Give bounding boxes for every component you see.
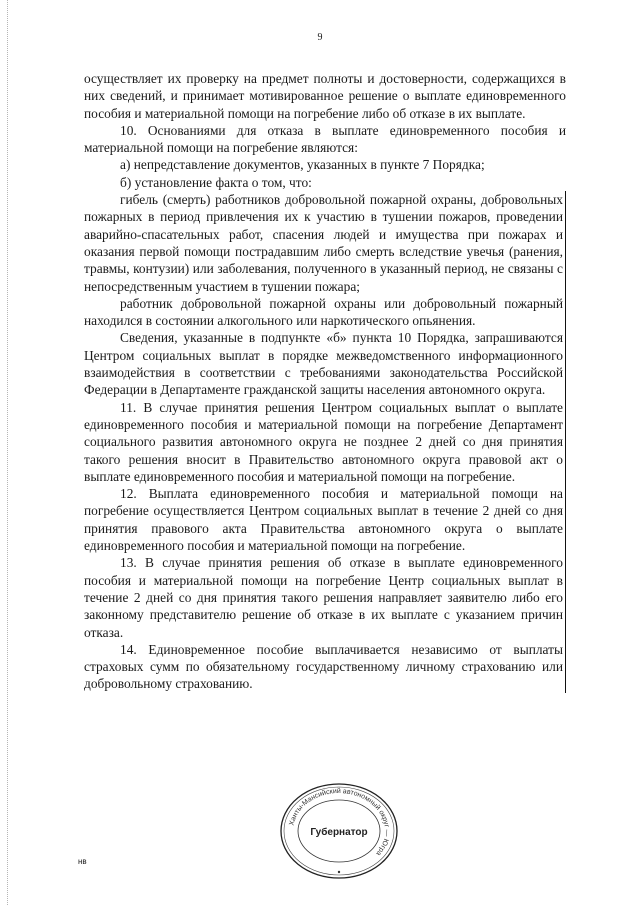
paragraph-10-b-1: гибель (смерть) работников добровольной пожарной охраны, добровольных пожарных в период привлечения их к участию в тушении пожаров, проведении аварийно-спасательных работ, спасения людей и имущества при пожарах и оказания первой помощи пострадавшим либо смерть вследствие увечья (ранения, травмы, контузии) или заболевания, полученного в указанный период, не связаны с непосредственным участием в тушении пожара; (84, 191, 566, 295)
paragraph-12: 12. Выплата единовременного пособия и материальной помощи на погребение осуществляется Центром социальных выплат в течение 2 дней со дня принятия правового акта Правительства автономного округа о выплате единовременного пособия и материальной помощи на погребение. (84, 485, 566, 554)
paragraph-1-continuation: осуществляет их проверку на предмет полноты и достоверности, содержащихся в них сведений, и принимает мотивированное решение о выплате единовременного пособия и материальной помощи на погребение либо об отказе в их выплате. (84, 71, 566, 121)
paragraph-11: 11. В случае принятия решения Центром социальных выплат о выплате единовременного пособия и материальной помощи на погребение Департамент социального развития автономного округа не позднее 2 дней со дня принятия такого решения вносит в Правительство автономного округа правовой акт о выплате единовременного пособия и материальной помощи на погребение. (84, 399, 566, 485)
page-number: 9 (317, 32, 323, 43)
paragraph-10-b-2: работник добровольной пожарной охраны или добровольный пожарный находился в состоянии алкогольного или наркотического опьянения. (84, 295, 566, 330)
stamp-center-text: Губернатор (310, 827, 368, 838)
footer-mark: нв (78, 857, 87, 866)
governor-stamp (277, 783, 401, 879)
scan-edge-line (7, 0, 8, 905)
paragraph-14: 14. Единовременное пособие выплачивается независимо от выплаты страховых сумм по обязательному государственному личному страхованию или добровольному страхованию. (84, 641, 566, 693)
paragraph-10: 10. Основаниями для отказа в выплате единовременного пособия и материальной помощи на погребение являются: (84, 122, 566, 156)
stamp-ring-text: Ханты-Мансийский автономный округ — Югра (288, 787, 391, 857)
stamp-seal-icon (277, 783, 401, 879)
paragraph-13: 13. В случае принятия решения об отказе в выплате единовременного пособия и материальной помощи на погребение Центр социальных выплат в течение 2 дней со дня принятия такого решения направляет заявителю либо его законному представителю решение об отказе в их выплате с указанием причин отказа. (84, 554, 566, 640)
document-body (84, 70, 566, 693)
paragraph-10-a: а) непредставление документов, указанных в пункте 7 Порядка; (120, 157, 485, 173)
paragraph-information-request: Сведения, указанные в подпункте «б» пункта 10 Порядка, запрашиваются Центром социальных выплат в порядке межведомственного информационного взаимодействия в соответствии с требованиями законодательства Российской Федерации в Департаменте гражданской защиты населения автономного округа. (84, 329, 566, 398)
paragraph-10-b: б) установление факта о том, что: (120, 174, 312, 190)
